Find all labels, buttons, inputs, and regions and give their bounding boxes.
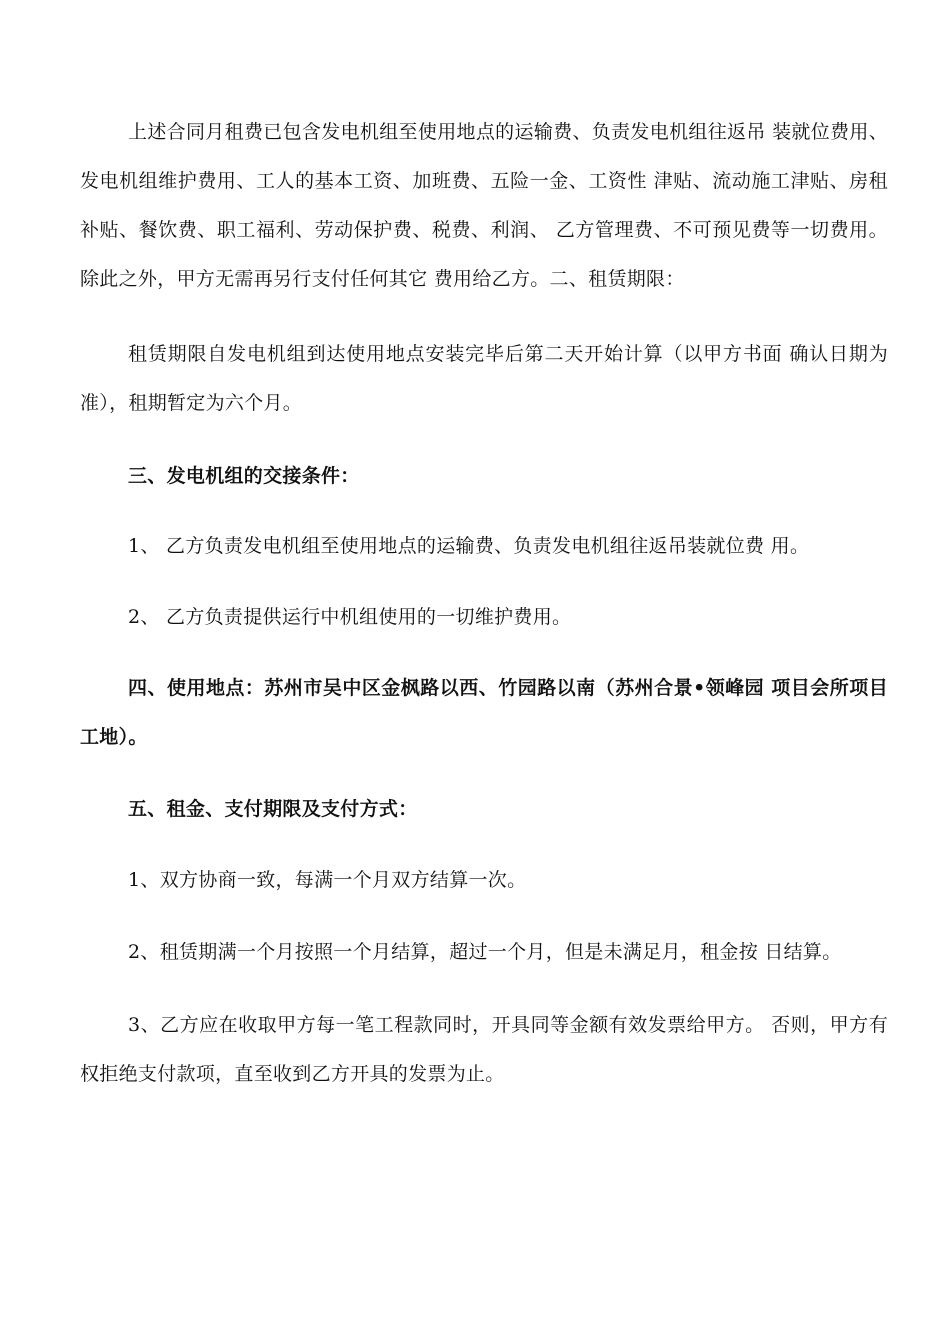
list-item-daily-settlement: 2、租赁期满一个月按照一个月结算，超过一个月，但是未满足月，租金按 日结算。 [128,941,842,963]
list-item-invoice-requirement: 3、乙方应在收取甲方每一笔工程款同时，开具同等金额有效发票给甲方。 否则，甲方有权拒绝支付款项，直至收到乙方开具的发票为止。 [80,1014,888,1085]
list-item-monthly-settlement: 1、双方协商一致，每满一个月双方结算一次。 [128,869,527,891]
paragraph-monthly-fee-scope: 上述合同月租费已包含发电机组至使用地点的运输费、负责发电机组往返吊 装就位费用、发电机组维护费用、工人的基本工资、加班费、五险一金、工资性 津贴、流动施工津贴、房租补贴、餐饮费、职工福利、劳动保护费、税费、利润、 乙方管理费、不可预见费等一切费用。除此之外，甲方无需再另行支付任何其它 费用给乙方。二、租赁期限： [80,121,888,290]
section-heading-rent-payment: 五、租金、支付期限及支付方式： [128,798,418,820]
paragraph-lease-term: 租赁期限自发电机组到达使用地点安装完毕后第二天开始计算（以甲方书面 确认日期为准），租期暂定为六个月。 [80,343,888,414]
section-heading-usage-location: 四、使用地点：苏州市吴中区金枫路以西、竹园路以南（苏州合景•领峰园 项目会所项目工地）。 [80,677,888,748]
section-heading-handover-conditions: 三、发电机组的交接条件： [128,465,360,487]
list-item-transport-costs: 1、 乙方负责发电机组至使用地点的运输费、负责发电机组往返吊装就位费 用。 [128,535,810,557]
list-item-maintenance-costs: 2、 乙方负责提供运行中机组使用的一切维护费用。 [128,606,572,628]
